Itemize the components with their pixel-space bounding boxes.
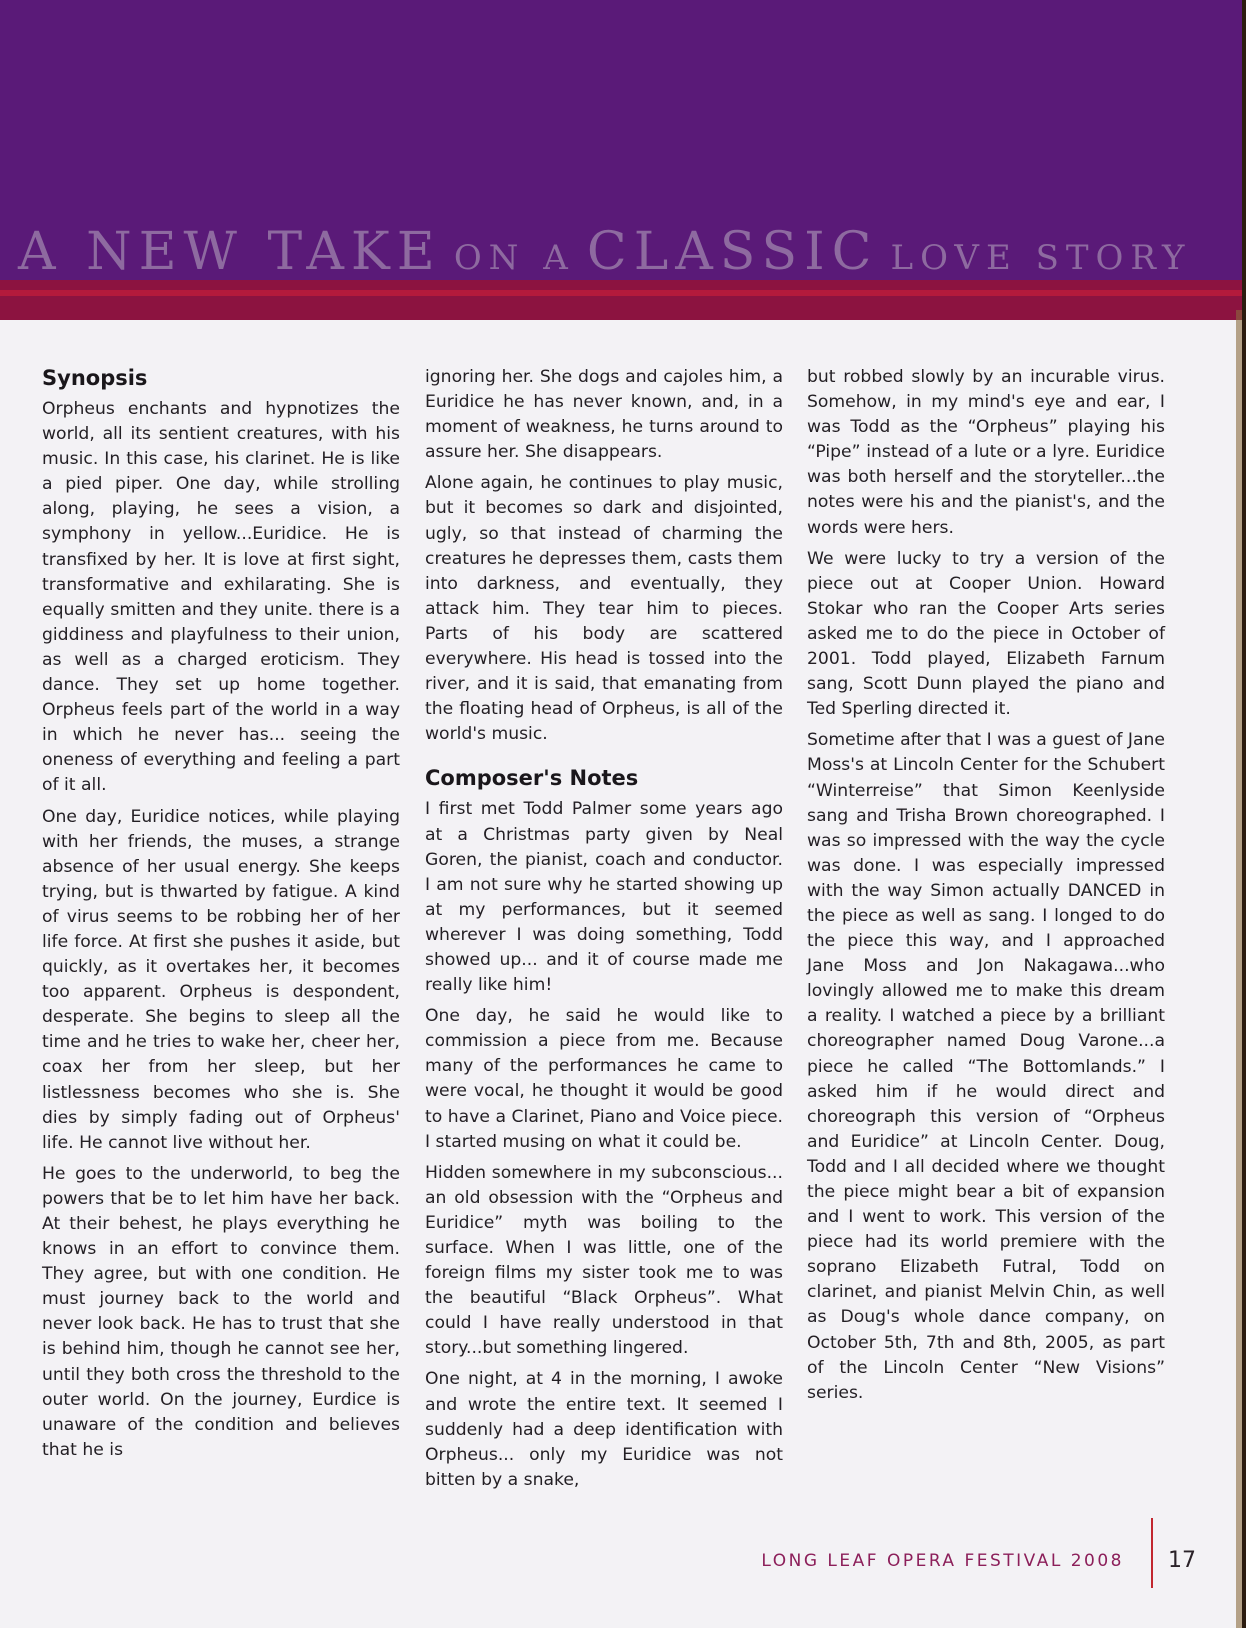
synopsis-paragraph: Alone again, he continues to play music, but it becomes so dark and disjointed, ugly, so that instead of charming the creatures he depresses them, casts them into darkness, and eventually, they attack him. They tear him to pieces. Parts of his body are scattered everywhere. His head is tossed into the river, and it is said, that emanating from the floating head of Orpheus, is all of the world's music. bbox=[425, 473, 783, 745]
composer-paragraph: Sometime after that I was a guest of Jane Moss's at Lincoln Center for the Schubert “Winterreise” that Simon Keenlyside sang and Trisha Brown choreographed. I was so impressed with the way the cycle was done. I was especially impressed with the way Simon actually DANCED in the piece as well as sang. I longed to do the piece this way, and I approached Jane Moss and Jon Nakagawa...who lovingly allowed me to make this dream a reality. I watched a piece by a brilliant choreographer named Doug Varone...a piece he called “The Bottomlands.” I asked him if he would direct and choreograph this version of “Orpheus and Euridice” at Lincoln Center. Doug, Todd and I all decided where we thought the piece might bear a bit of expansion and I went to work. This version of the piece had its world premiere with the soprano Elizabeth Futral, Todd on clarinet, and pianist Melvin Chin, as well as Doug's whole dance company, on October 5th, 7th and 8th, 2005, as part of the Lincoln Center “New Visions” series. bbox=[807, 730, 1165, 1403]
headline-word-1: A NEW TAKE bbox=[18, 222, 442, 282]
synopsis-heading: Synopsis bbox=[42, 366, 148, 390]
headline-word-3: CLASSIC bbox=[586, 222, 879, 282]
synopsis-continued: ignoring her. She dogs and cajoles him, a Euridice he has never known, and, in a moment of weakness, he turns around to assure her. She disappears. bbox=[425, 367, 783, 463]
footer-publication-label: LONG LEAF OPERA FESTIVAL 2008 bbox=[761, 1551, 1124, 1571]
synopsis-paragraph: One day, Euridice notices, while playing with her friends, the muses, a strange absence of her usual energy. She keeps trying, but is thwarted by fatigue. A kind of virus seems to be robbing her of her life force. At first she pushes it aside, but quickly, as it overtakes her, it becomes too apparent. Orpheus is despondent, desperate. She begins to sleep all the time and he tries to wake her, cheer her, coax her from her sleep, but her listlessness becomes who she is. She dies by simply fading out of Orpheus' life. He cannot live without her. bbox=[42, 806, 400, 1153]
composer-notes-heading: Composer's Notes bbox=[425, 766, 639, 791]
composer-paragraph: but robbed slowly by an incurable virus. Somehow, in my mind's eye and ear, I was Todd as the “Orpheus” playing his “Pipe” instead of a lute or a lyre. Euridice was both herself and the storyteller...the notes were his and the pianist's, and the words were hers. bbox=[807, 367, 1165, 538]
header-stripe-line bbox=[0, 290, 1246, 296]
footer-divider bbox=[1151, 1518, 1153, 1588]
synopsis-paragraph: He goes to the underworld, to beg the powers that be to let him have her back. At their behest, he plays everything he knows in an effort to convince them. They agree, but with one condition. He must journey back to the world and never look back. He has to trust that she is behind him, though he cannot see her, until they both cross the threshold to the outer world. On the journey, Eurdice is unaware of the condition and believes that he is bbox=[42, 1163, 400, 1460]
column-3 bbox=[807, 365, 1165, 1412]
page-edge-shadow bbox=[1236, 310, 1242, 1628]
column-2 bbox=[425, 365, 783, 1499]
page-edge bbox=[1242, 0, 1246, 1628]
composer-paragraph: One day, he said he would like to commission a piece from me. Because many of the performances he came to were vocal, he thought it would be good to have a Clarinet, Piano and Voice piece. I started musing on what it could be. bbox=[425, 1006, 783, 1152]
page-number: 17 bbox=[1168, 1548, 1196, 1573]
column-1 bbox=[42, 365, 400, 1469]
composer-paragraph: I first met Todd Palmer some years ago at a Christmas party given by Neal Goren, the pianist, coach and conductor. I am not sure why he started showing up at my performances, but it seemed wherever I was doing something, Todd showed up... and it of course made me really like him! bbox=[425, 799, 783, 996]
article-headline bbox=[18, 222, 1228, 282]
headline-word-2: ON A bbox=[453, 238, 575, 278]
composer-paragraph: Hidden somewhere in my subconscious... an old obsession with the “Orpheus and Euridice” myth was boiling to the surface. When I was little, one of the foreign films my sister took me to was the beautiful “Black Orpheus”. What could I have really understood in that story...but something lingered. bbox=[425, 1162, 783, 1359]
header-stripe bbox=[0, 280, 1246, 320]
composer-paragraph: We were lucky to try a version of the piece out at Cooper Union. Howard Stokar who ran the Cooper Arts series asked me to do the piece in October of 2001. Todd played, Elizabeth Farnum sang, Scott Dunn played the piano and Ted Sperling directed it. bbox=[807, 548, 1165, 720]
headline-word-4: LOVE STORY bbox=[890, 238, 1192, 278]
composer-paragraph: One night, at 4 in the morning, I awoke and wrote the entire text. It seemed I suddenly had a deep identification with Orpheus... only my Euridice was not bitten by a snake, bbox=[425, 1369, 783, 1490]
synopsis-paragraph: Orpheus enchants and hypnotizes the world, all its sentient creatures, with his music. In this case, his clarinet. He is like a pied piper. One day, while strolling along, playing, he sees a vision, a symphony in yellow...Euridice. He is transfixed by her. It is love at first sight, transformative and exhilarating. She is equally smitten and they unite. there is a giddiness and playfulness to their union, as well as a charged eroticism. They dance. They set up home together. Orpheus feels part of the world in a way in which he never has... seeing the oneness of everything and feeling a part of it all. bbox=[42, 399, 400, 796]
